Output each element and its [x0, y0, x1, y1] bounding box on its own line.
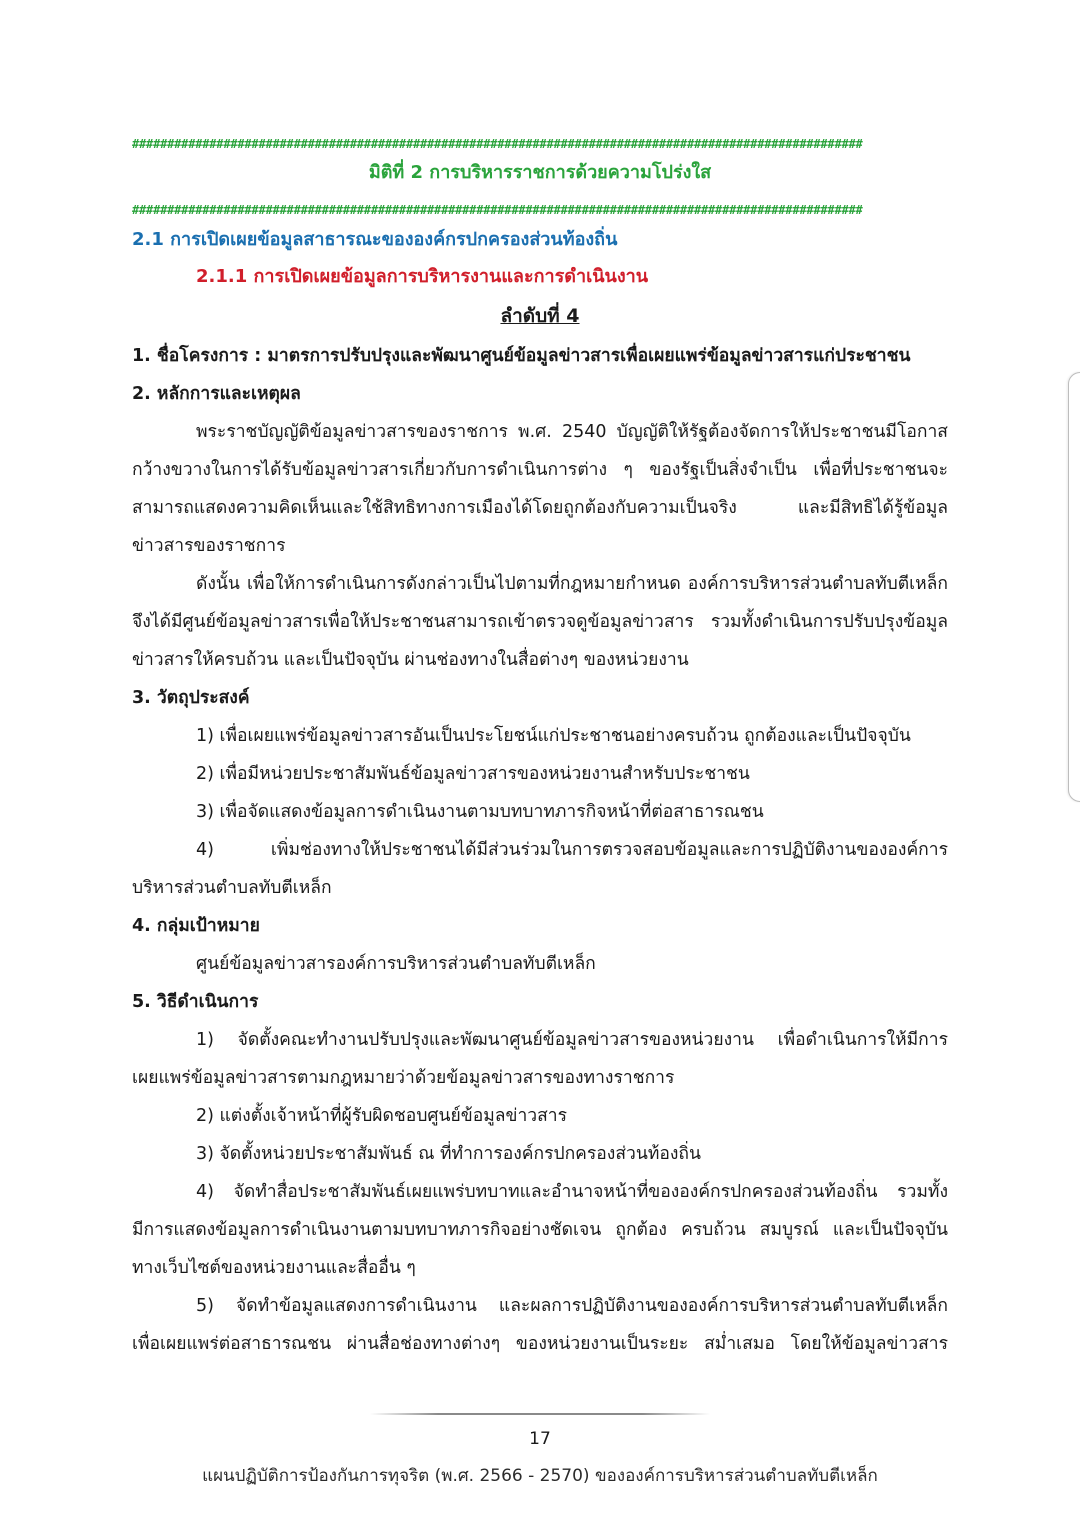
objective-item-1: 1) เพื่อเผยแพร่ข้อมูลข่าวสารอันเป็นประโยชน์แก่ประชาชนอย่างครบถ้วน ถูกต้องและเป็นปัจจุบัน [196, 726, 911, 746]
method-line-1: 1) จัดตั้งคณะทำงานปรับปรุงและพัฒนาศูนย์ข้อมูลข่าวสารของหน่วยงาน เพื่อดำเนินการให้มีการ [196, 1030, 948, 1050]
order-label: ลำดับที่ 4 [500, 305, 580, 327]
principle-p2-line-1: ดังนั้น เพื่อให้การดำเนินการดังกล่าวเป็นไปตามที่กฎหมายกำหนด องค์การบริหารส่วนตำบลทับตีเหล็ก [196, 574, 948, 594]
method-line-6: มีการแสดงข้อมูลการดำเนินงานตามบทบาทภารกิจอย่างชัดเจน ถูกต้อง ครบถ้วน สมบูรณ์ และเป็นปัจจุบัน [132, 1220, 948, 1240]
method-line-9: เพื่อเผยแพร่ต่อสาธารณชน ผ่านสื่อช่องทางต่างๆ ของหน่วยงานเป็นระยะ สม่ำเสมอ โดยให้ข้อมูลข่าวสาร [132, 1334, 948, 1354]
project-name: 1. ชื่อโครงการ : มาตรการปรับปรุงและพัฒนาศูนย์ข้อมูลข่าวสารเพื่อเผยแพร่ข้อมูลข่าวสารแก่ประชาชน [132, 346, 911, 366]
target-heading: 4. กลุ่มเป้าหมาย [132, 916, 260, 936]
footer-divider [370, 1413, 710, 1415]
side-scroll-handle[interactable] [1068, 372, 1080, 802]
objective-item-4: 4) เพิ่มช่องทางให้ประชาชนได้มีส่วนร่วมในการตรวจสอบข้อมูลและการปฏิบัติงานขององค์การ [196, 840, 948, 860]
principle-p1-line-1: พระราชบัญญัติข้อมูลข่าวสารของราชการ พ.ศ. 2540 บัญญัติให้รัฐต้องจัดการให้ประชาชนมีโอกาส [196, 422, 948, 442]
objective-item-3: 3) เพื่อจัดแสดงข้อมูลการดำเนินงานตามบทบาทภารกิจหน้าที่ต่อสาธารณชน [196, 802, 764, 822]
method-line-7: ทางเว็บไซต์ของหน่วยงานและสื่ออื่น ๆ [132, 1258, 416, 1278]
method-heading: 5. วิธีดำเนินการ [132, 992, 259, 1012]
objective-heading: 3. วัตถุประสงค์ [132, 688, 250, 708]
method-line-5: 4) จัดทำสื่อประชาสัมพันธ์เผยแพร่บทบาทและอำนาจหน้าที่ขององค์กรปกครองส่วนท้องถิ่น รวมทั้ง [196, 1182, 948, 1202]
footer-plan-title: แผนปฏิบัติการป้องกันการทุจริต (พ.ศ. 2566 - 2570) ขององค์การบริหารส่วนตำบลทับตีเหล็ก [202, 1466, 878, 1486]
objective-item-2: 2) เพื่อมีหน่วยประชาสัมพันธ์ข้อมูลข่าวสารของหน่วยงานสำหรับประชาชน [196, 764, 750, 784]
hash-divider-bottom: ######################################################################################################## [132, 203, 863, 217]
principle-p1-line-4: ข่าวสารของราชการ [132, 536, 286, 556]
objective-item-4-cont: บริหารส่วนตำบลทับตีเหล็ก [132, 878, 332, 898]
principle-p1-line-3: สามารถแสดงความคิดเห็นและใช้สิทธิทางการเมืองได้โดยถูกต้องกับความเป็นจริง และมีสิทธิได้รู้ข้อมูล [132, 498, 948, 518]
page-number: 17 [529, 1429, 551, 1449]
method-line-8: 5) จัดทำข้อมูลแสดงการดำเนินงาน และผลการปฏิบัติงานขององค์การบริหารส่วนตำบลทับตีเหล็ก [196, 1296, 948, 1316]
hash-divider-top: ######################################################################################################## [132, 137, 863, 151]
dimension-title: มิติที่ 2 การบริหารราชการด้วยความโปร่งใส [368, 162, 712, 183]
section-2-1-heading: 2.1 การเปิดเผยข้อมูลสาธารณะขององค์กรปกครองส่วนท้องถิ่น [132, 229, 618, 250]
section-2-1-1-heading: 2.1.1 การเปิดเผยข้อมูลการบริหารงานและการดำเนินงาน [196, 266, 649, 287]
principle-p2-line-3: ข่าวสารให้ครบถ้วน และเป็นปัจจุบัน ผ่านช่องทางในสื่อต่างๆ ของหน่วยงาน [132, 650, 689, 670]
method-line-2: เผยแพร่ข้อมูลข่าวสารตามกฎหมายว่าด้วยข้อมูลข่าวสารของทางราชการ [132, 1068, 675, 1088]
principle-heading: 2. หลักการและเหตุผล [132, 384, 301, 404]
principle-p1-line-2: กว้างขวางในการได้รับข้อมูลข่าวสารเกี่ยวกับการดำเนินการต่าง ๆ ของรัฐเป็นสิ่งจำเป็น เพื่อที่ประชาชนจะ [132, 460, 948, 480]
target-text: ศูนย์ข้อมูลข่าวสารองค์การบริหารส่วนตำบลทับตีเหล็ก [196, 954, 596, 974]
principle-p2-line-2: จึงได้มีศูนย์ข้อมูลข่าวสารเพื่อให้ประชาชนสามารถเข้าตรวจดูข้อมูลข่าวสาร รวมทั้งดำเนินการปรับปรุงข้อมูล [132, 612, 948, 632]
method-line-4: 3) จัดตั้งหน่วยประชาสัมพันธ์ ณ ที่ทำการองค์กรปกครองส่วนท้องถิ่น [196, 1144, 701, 1164]
method-line-3: 2) แต่งตั้งเจ้าหน้าที่ผู้รับผิดชอบศูนย์ข้อมูลข่าวสาร [196, 1106, 568, 1126]
